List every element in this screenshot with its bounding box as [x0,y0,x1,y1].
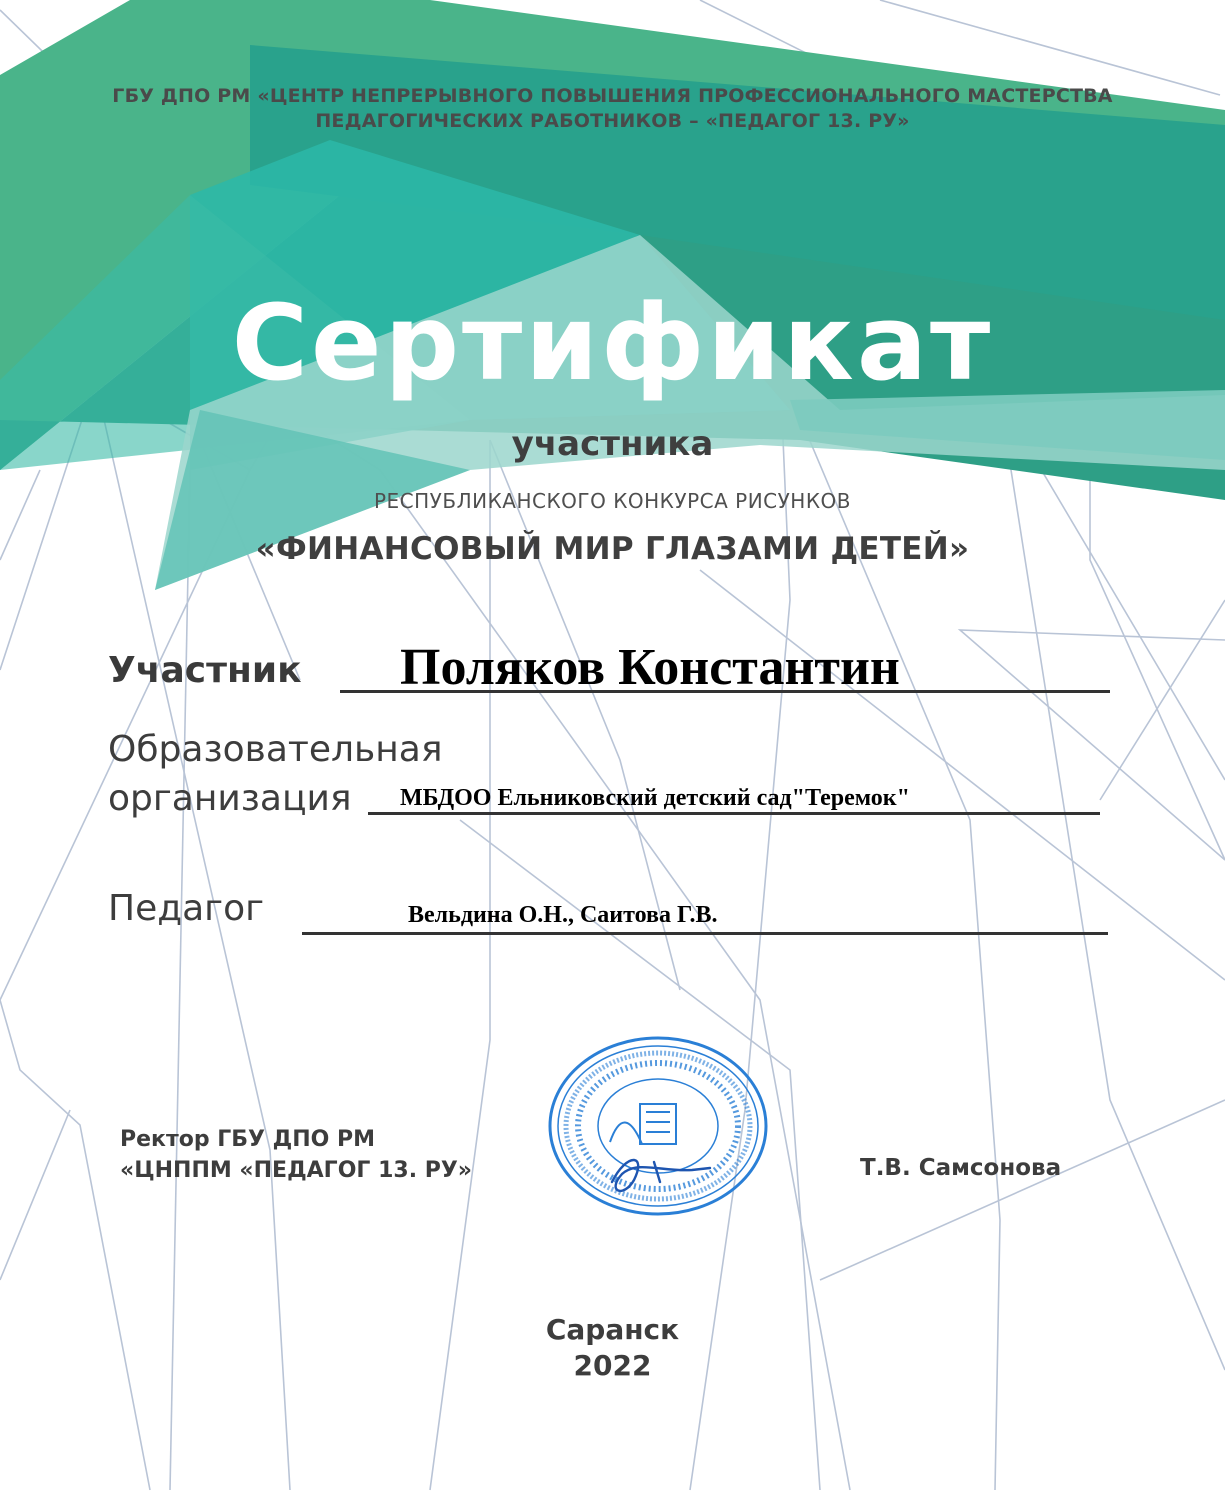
official-stamp [542,1032,774,1220]
organization-line-1: ГБУ ДПО РМ «ЦЕНТР НЕПРЕРЫВНОГО ПОВЫШЕНИЯ ПРОФЕССИОНАЛЬНОГО МАСТЕРСТВА [112,85,1113,107]
organization-label-line-1: Образовательная [108,729,443,770]
rector-title [120,1124,472,1186]
participant-label: Участник [108,650,302,691]
contest-name: «ФИНАНСОВЫЙ МИР ГЛАЗАМИ ДЕТЕЙ» [255,531,970,567]
participant-value: Поляков Константин [400,639,900,696]
teacher-label: Педагог [108,888,265,929]
rector-line-1: Ректор ГБУ ДПО РМ [120,1127,376,1152]
footer [0,1312,1225,1384]
organization-line-2: ПЕДАГОГИЧЕСКИХ РАБОТНИКОВ – «ПЕДАГОГ 13. РУ» [315,110,910,132]
contest-type: РЕСПУБЛИКАНСКОГО КОНКУРСА РИСУНКОВ [373,489,852,513]
signer-name: Т.В. Самсонова [860,1155,1062,1181]
signature-mark [612,1160,710,1191]
certificate-subtitle: участника [511,424,714,464]
organization-value: МБДОО Ельниковский детский сад"Теремок" [400,785,910,811]
teacher-value: Вельдина О.Н., Саитова Г.В. [408,902,718,928]
rector-line-2: «ЦНППМ «ПЕДАГОГ 13. РУ» [120,1158,473,1183]
organization-header [0,84,1225,134]
certificate-title: Сертификат [231,282,994,404]
organization-label-line-2: организация [108,778,352,819]
footer-city: Саранск [545,1313,680,1346]
footer-year: 2022 [573,1349,652,1382]
